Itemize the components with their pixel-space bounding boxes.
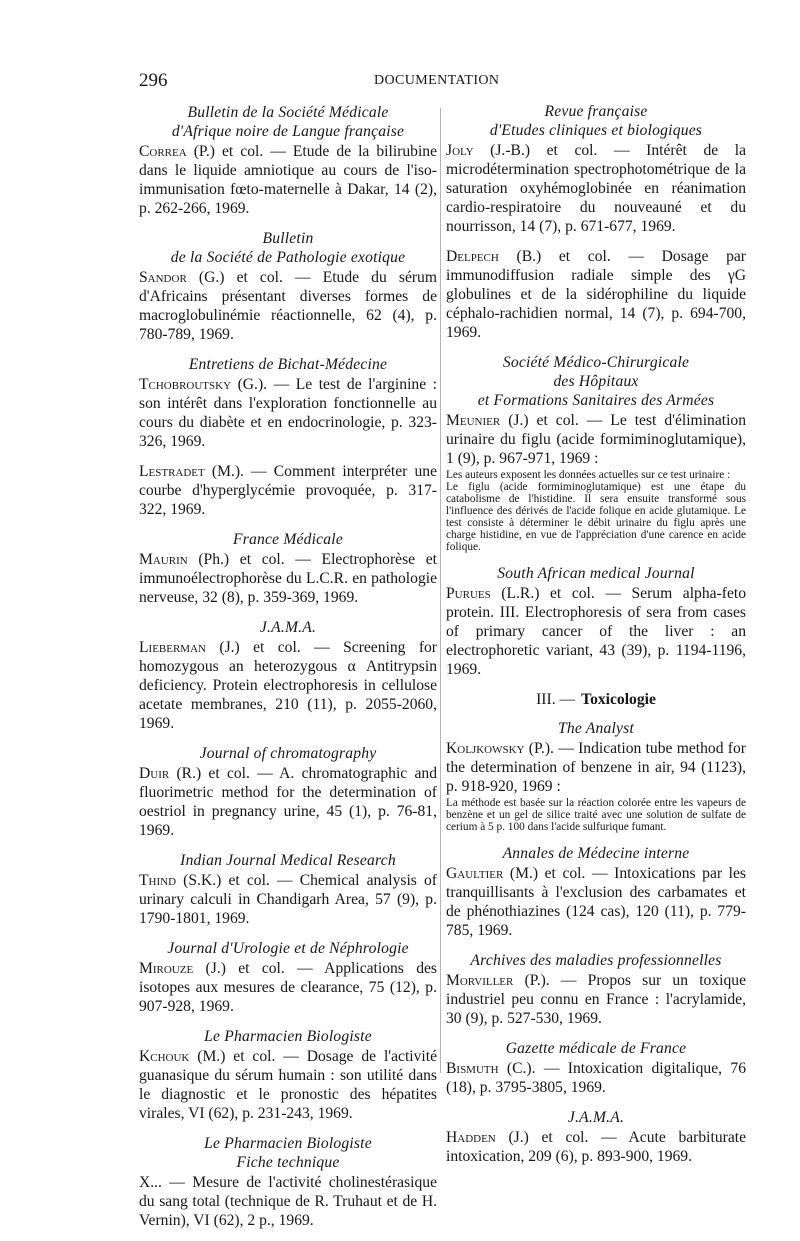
entry-text: (L.R.) et col. — Serum alpha-feto protein. III. Electrophoresis of sera from cases of primary cancer of the liver : an electrophoretic variant, 43 (39), p. 1194-1196, 1969.	[446, 585, 746, 678]
entry-text: (M.) et col. — Intoxications par les tranquillisants à l'exclusion des carbamates et de phénothiazines (124 cas), 120 (11), p. 779-785, 1969.	[446, 865, 746, 939]
entry-author: Lieberman	[139, 639, 206, 656]
bibliography-entry	[139, 550, 437, 607]
entry-author: Maurin	[139, 551, 188, 568]
journal-title: Le Pharmacien Biologiste Fiche technique	[204, 1135, 372, 1171]
bibliography-entry	[139, 764, 437, 840]
bibliography-entry	[446, 1059, 746, 1097]
entry-author: Delpech	[446, 248, 499, 265]
left-column	[139, 103, 437, 1241]
journal-title: Bulletin de la Société Médicale d'Afrique noire de Langue française	[171, 104, 405, 140]
entry-author: Gaultier	[446, 865, 504, 882]
entry-author: Mirouze	[139, 960, 194, 977]
journal-title: Gazette médicale de France	[505, 1040, 687, 1057]
entry-abstract: La méthode est basée sur la réaction colorée entre les vapeurs de benzène et un gel de silice traité avec une solution de sulfate de cerium à 5 p. 100 dans l'acide sulfurique fumant.	[446, 797, 746, 833]
entry-author: Correa	[139, 143, 187, 160]
entry-text: (J.) et col. — Applications des isotopes aux mesures de clearance, 75 (12), p. 907-928, 1969.	[139, 960, 437, 1015]
entry-author: Lestradet	[139, 463, 205, 480]
entry-author: Kchouk	[139, 1048, 190, 1065]
journal-title: France Médicale	[233, 531, 343, 548]
section-name: Toxicologie	[581, 691, 656, 708]
bibliography-entry	[139, 268, 437, 344]
bibliography-entry	[446, 1128, 746, 1166]
bibliography-entry	[446, 971, 746, 1028]
journal-title: J.A.M.A.	[259, 619, 317, 636]
entry-text: (P.). — Propos sur un toxique industriel peu connu en France : l'acrylamide, 30 (9), p. 527-530, 1969.	[446, 972, 746, 1027]
section-number: III. —	[536, 691, 576, 708]
bibliography-entry	[446, 411, 746, 468]
bibliography-entry	[446, 141, 746, 236]
entry-text: (J.) et col. — Le test d'élimination urinaire du figlu (acide formiminoglutamique), 1 (9), p. 967-971, 1969 :	[446, 412, 746, 467]
entry-author: Hadden	[446, 1129, 496, 1146]
entry-author: Purues	[446, 585, 491, 602]
entry-author: Bismuth	[446, 1060, 499, 1077]
entry-abstract: Les auteurs exposent les données actuelles sur ce test urinaire : Le figlu (acide formiminoglutamique) est une étape du catabolisme de l'histidine. Il sera ensuite transformé sous l'influence des dérivés de l'acide folique en acide glutamique. Le test consiste à déterminer le débit urinaire du figlu après une charge histidine, en vue de l'appréciation d'une carence en acide folique.	[446, 469, 746, 553]
bibliography-entry	[446, 247, 746, 342]
entry-text: (G.). — Le test de l'arginine : son intérêt dans l'exploration fonctionnelle au cours du diabète et en endocrinologie, p. 323-326, 1969.	[139, 376, 437, 450]
journal-title: Journal of chromatography	[199, 745, 377, 762]
entry-text: (M.). — Comment interpréter une courbe d'hyperglycémie provoquée, p. 317-322, 1969.	[139, 463, 437, 518]
journal-title: Entretiens de Bichat-Médecine	[188, 356, 388, 373]
bibliography-entry	[139, 375, 437, 451]
bibliography-entry	[139, 1047, 437, 1123]
entry-author: Duir	[139, 765, 170, 782]
bibliography-entry	[446, 864, 746, 940]
right-column	[446, 102, 746, 1177]
journal-title: Société Médico-Chirurgicale des Hôpitaux et Formations Sanitaires des Armées	[477, 354, 715, 409]
entry-text: (J.-B.) et col. — Intérêt de la microdétermination spectrophotométrique de la saturation oxyhémoglobinée en réanimation cardio-respiratoire du nouveauné et du nourrisson, 14 (7), p. 671-677, 1969.	[446, 142, 746, 235]
journal-title: J.A.M.A.	[567, 1109, 625, 1126]
journal-title: Le Pharmacien Biologiste	[204, 1028, 372, 1045]
bibliography-entry	[139, 959, 437, 1016]
page-number: 296	[139, 70, 168, 91]
bibliography-entry	[446, 739, 746, 796]
entry-text: (J.) et col. — Screening for homozygous an heterozygous α Antitrypsin deficiency. Protein electrophoresis in cellulose acetate membranes, 210 (11), p. 2055-2060, 1969.	[139, 639, 437, 732]
entry-text: (P.) et col. — Etude de la bilirubine dans le liquide amniotique au cours de l'iso-immunisation fœto-maternelle à Dakar, 14 (2), p. 262-266, 1969.	[139, 143, 437, 217]
entry-text: (M.) et col. — Dosage de l'activité guanasique du sérum humain : son utilité dans le diagnostic et le pronostic des hépatites virales, VI (62), p. 231-243, 1969.	[139, 1048, 437, 1122]
page-header	[136, 70, 656, 94]
entry-author: Joly	[446, 142, 474, 159]
entry-text: (R.) et col. — A. chromatographic and fluorimetric method for the determination of oestriol in pregnancy urine, 45 (1), p. 76-81, 1969.	[139, 765, 437, 839]
journal-title: Indian Journal Medical Research	[180, 852, 396, 869]
journal-title: South African medical Journal	[497, 565, 695, 582]
entry-text: (S.K.) et col. — Chemical analysis of urinary calculi in Chandigarh Area, 57 (9), p. 1790-1801, 1969.	[139, 872, 437, 927]
entry-author: Meunier	[446, 412, 501, 429]
journal-title: Journal d'Urologie et de Néphrologie	[167, 940, 409, 957]
journal-title: Revue française d'Etudes cliniques et biologiques	[489, 103, 703, 139]
entry-author: Tchobroutsky	[139, 376, 232, 393]
entry-text: (Ph.) et col. — Electrophorèse et immunoélectrophorèse du L.C.R. en pathologie nerveuse, 32 (8), p. 359-369, 1969.	[139, 551, 437, 606]
entry-author: Sandor	[139, 269, 187, 286]
entry-author: Morviller	[446, 972, 514, 989]
journal-title: Archives des maladies professionnelles	[470, 952, 722, 969]
journal-title: Bulletin de la Société de Pathologie exotique	[170, 230, 406, 266]
entry-text: (G.) et col. — Etude du sérum d'Africains présentant diverses formes de macroglobulinémie réactionnelle, 62 (4), p. 780-789, 1969.	[139, 269, 437, 343]
bibliography-entry	[139, 142, 437, 218]
entry-author: Thind	[139, 872, 177, 889]
entry-text: X... — Mesure de l'activité cholinestérasique du sang total (technique de R. Truhaut et de H. Vernin), VI (62), 2 p., 1969.	[139, 1174, 437, 1229]
running-head: DOCUMENTATION	[374, 73, 500, 88]
column-divider	[440, 108, 441, 1073]
entry-text: (C.). — Intoxication digitalique, 76 (18), p. 3795-3805, 1969.	[446, 1060, 746, 1096]
bibliography-entry	[139, 638, 437, 733]
bibliography-entry	[139, 1173, 437, 1230]
bibliography-entry	[139, 462, 437, 519]
bibliography-entry	[446, 584, 746, 679]
journal-title: The Analyst	[558, 720, 634, 737]
journal-title: Annales de Médecine interne	[502, 845, 690, 862]
entry-author: Koljkowsky	[446, 740, 525, 757]
section-title	[446, 690, 746, 709]
entry-text: (J.) et col. — Acute barbiturate intoxication, 209 (6), p. 893-900, 1969.	[446, 1129, 746, 1165]
entry-text: (P.). — Indication tube method for the determination of benzene in air, 94 (1123), p. 918-920, 1969 :	[446, 740, 746, 795]
bibliography-entry	[139, 871, 437, 928]
entry-text: (B.) et col. — Dosage par immunodiffusion radiale simple des γG globulines et de la sidérophiline du liquide céphalo-rachidien normal, 14 (7), p. 694-700, 1969.	[446, 248, 746, 341]
